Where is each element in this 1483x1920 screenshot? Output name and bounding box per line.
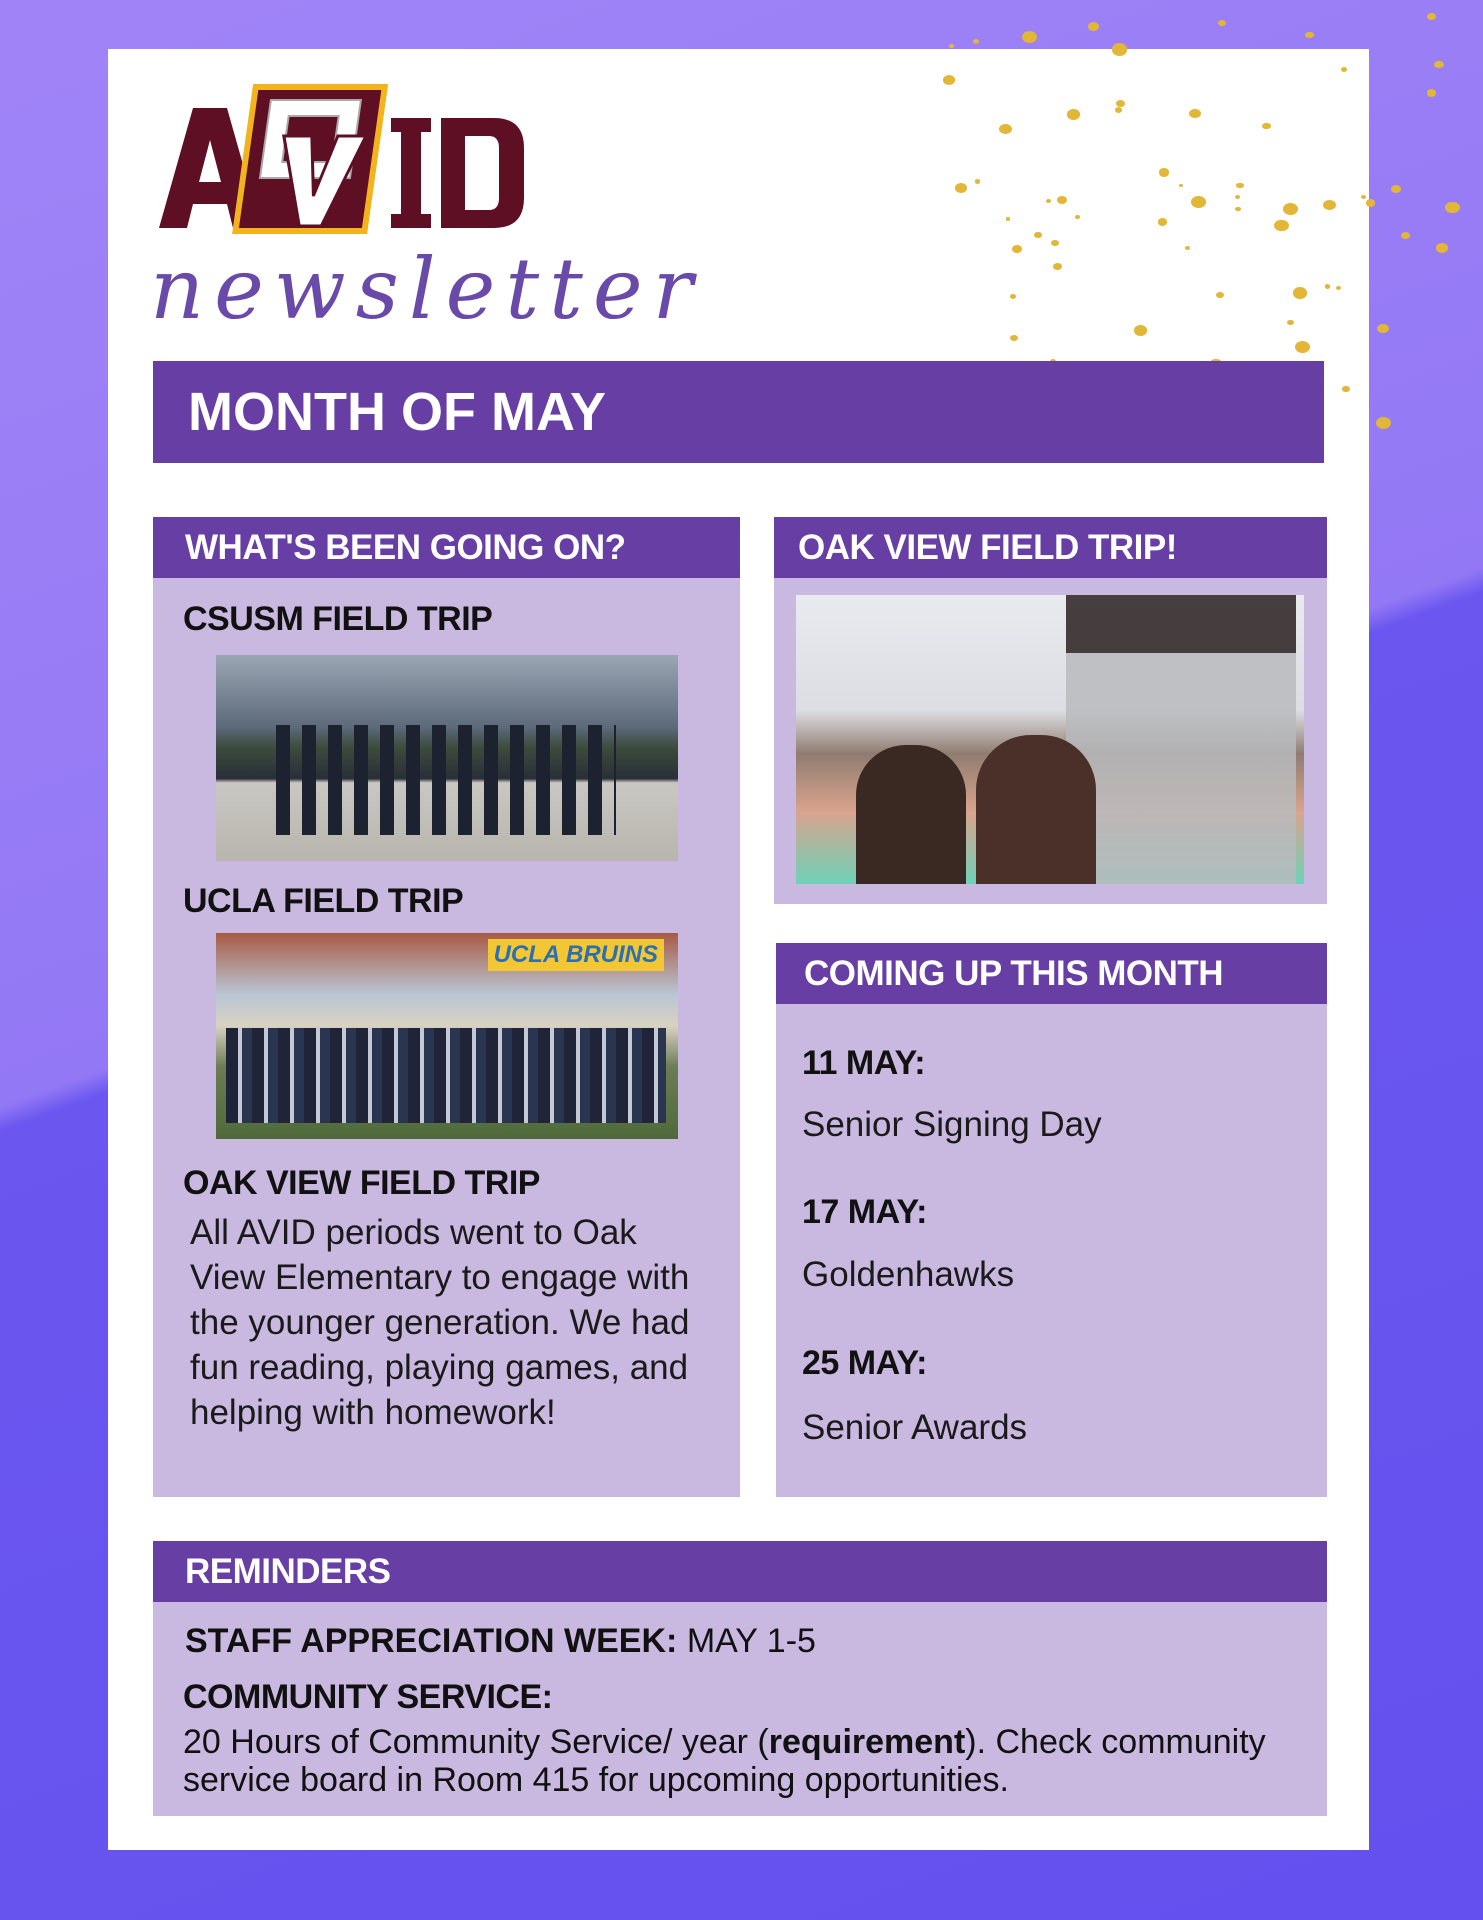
ucla-title: UCLA FIELD TRIP [183, 882, 464, 920]
confetti-dot [1262, 123, 1270, 130]
confetti-dot [1191, 196, 1206, 208]
confetti-dot [1022, 31, 1037, 43]
confetti-dot [975, 179, 980, 183]
staff-value: MAY 1-5 [686, 1622, 816, 1660]
confetti-dot [1075, 215, 1080, 219]
panel-header: REMINDERS [153, 1541, 1327, 1602]
staff-appreciation-line [185, 1621, 816, 1661]
oakview-title: OAK VIEW FIELD TRIP [183, 1164, 540, 1202]
confetti-dot [1088, 22, 1099, 31]
event-date: 17 MAY: [802, 1193, 927, 1231]
confetti-dot [1293, 287, 1307, 299]
confetti-dot [1325, 284, 1331, 289]
confetti-dot [1445, 202, 1459, 214]
event-name: Goldenhawks [802, 1255, 1015, 1294]
banner-title: MONTH OF MAY [188, 382, 606, 442]
confetti-dot [1436, 243, 1448, 252]
confetti-dot [1034, 232, 1042, 238]
confetti-dot [1158, 218, 1167, 225]
community-post: ). Check community service board in Room 415 for upcoming opportunities. [183, 1723, 1266, 1799]
confetti-dot [1067, 109, 1080, 119]
month-banner [153, 361, 1324, 463]
confetti-dot [1323, 200, 1336, 210]
confetti-dot [1218, 20, 1226, 26]
confetti-dot [1377, 324, 1389, 333]
confetti-dot [1053, 263, 1062, 270]
event-date: 11 MAY: [802, 1044, 926, 1082]
confetti-dot [1295, 341, 1310, 353]
oak-view-photo-panel [774, 517, 1327, 904]
confetti-dot [1159, 168, 1169, 176]
community-text [183, 1723, 1293, 1799]
coming-up-panel [776, 943, 1327, 1497]
confetti-dot [949, 44, 953, 47]
confetti-dot [1427, 13, 1435, 20]
confetti-dot [1427, 89, 1436, 96]
panel-header: OAK VIEW FIELD TRIP! [774, 517, 1327, 578]
event-date: 25 MAY: [802, 1344, 927, 1382]
confetti-dot [973, 39, 979, 44]
confetti-dot [1361, 195, 1366, 199]
ucla-photo [216, 933, 678, 1139]
confetti-dot [999, 124, 1012, 135]
confetti-dot [1112, 43, 1127, 55]
panel-header: COMING UP THIS MONTH [776, 943, 1327, 1004]
confetti-dot [943, 75, 955, 85]
ucla-sign: UCLA BRUINS [488, 939, 664, 971]
newsletter-script: newsletter [150, 240, 703, 338]
confetti-dot [955, 183, 967, 193]
community-label: COMMUNITY SERVICE: [183, 1678, 553, 1716]
reminders-panel [153, 1541, 1327, 1816]
whats-been-going-on-panel [153, 517, 740, 1497]
confetti-dot [1010, 335, 1018, 342]
community-pre: 20 Hours of Community Service/ year ( [183, 1723, 769, 1761]
avid-logo [159, 78, 529, 238]
community-bold: requirement [768, 1723, 966, 1761]
confetti-dot [1342, 386, 1349, 392]
confetti-dot [1366, 199, 1375, 206]
confetti-dot [1134, 325, 1147, 336]
csusm-photo [216, 655, 678, 861]
confetti-dot [1216, 292, 1223, 298]
csusm-title: CSUSM FIELD TRIP [183, 600, 493, 638]
event-name: Senior Signing Day [802, 1105, 1102, 1144]
oakview-text: All AVID periods went to Oak View Elementary to engage with the younger generation. We had fun reading, playing games, and helping with homework! [190, 1213, 690, 1432]
confetti-dot [1391, 185, 1401, 193]
staff-label: STAFF APPRECIATION WEEK: [185, 1622, 678, 1660]
panel-header: WHAT'S BEEN GOING ON? [153, 517, 740, 578]
event-name: Senior Awards [802, 1408, 1028, 1447]
oak-view-photo [796, 595, 1304, 884]
confetti-dot [1283, 203, 1299, 215]
confetti-dot [1376, 417, 1391, 429]
confetti-dot [1401, 232, 1410, 239]
confetti-dot [1434, 61, 1443, 68]
confetti-dot [1305, 32, 1313, 39]
confetti-dot [1051, 240, 1059, 246]
